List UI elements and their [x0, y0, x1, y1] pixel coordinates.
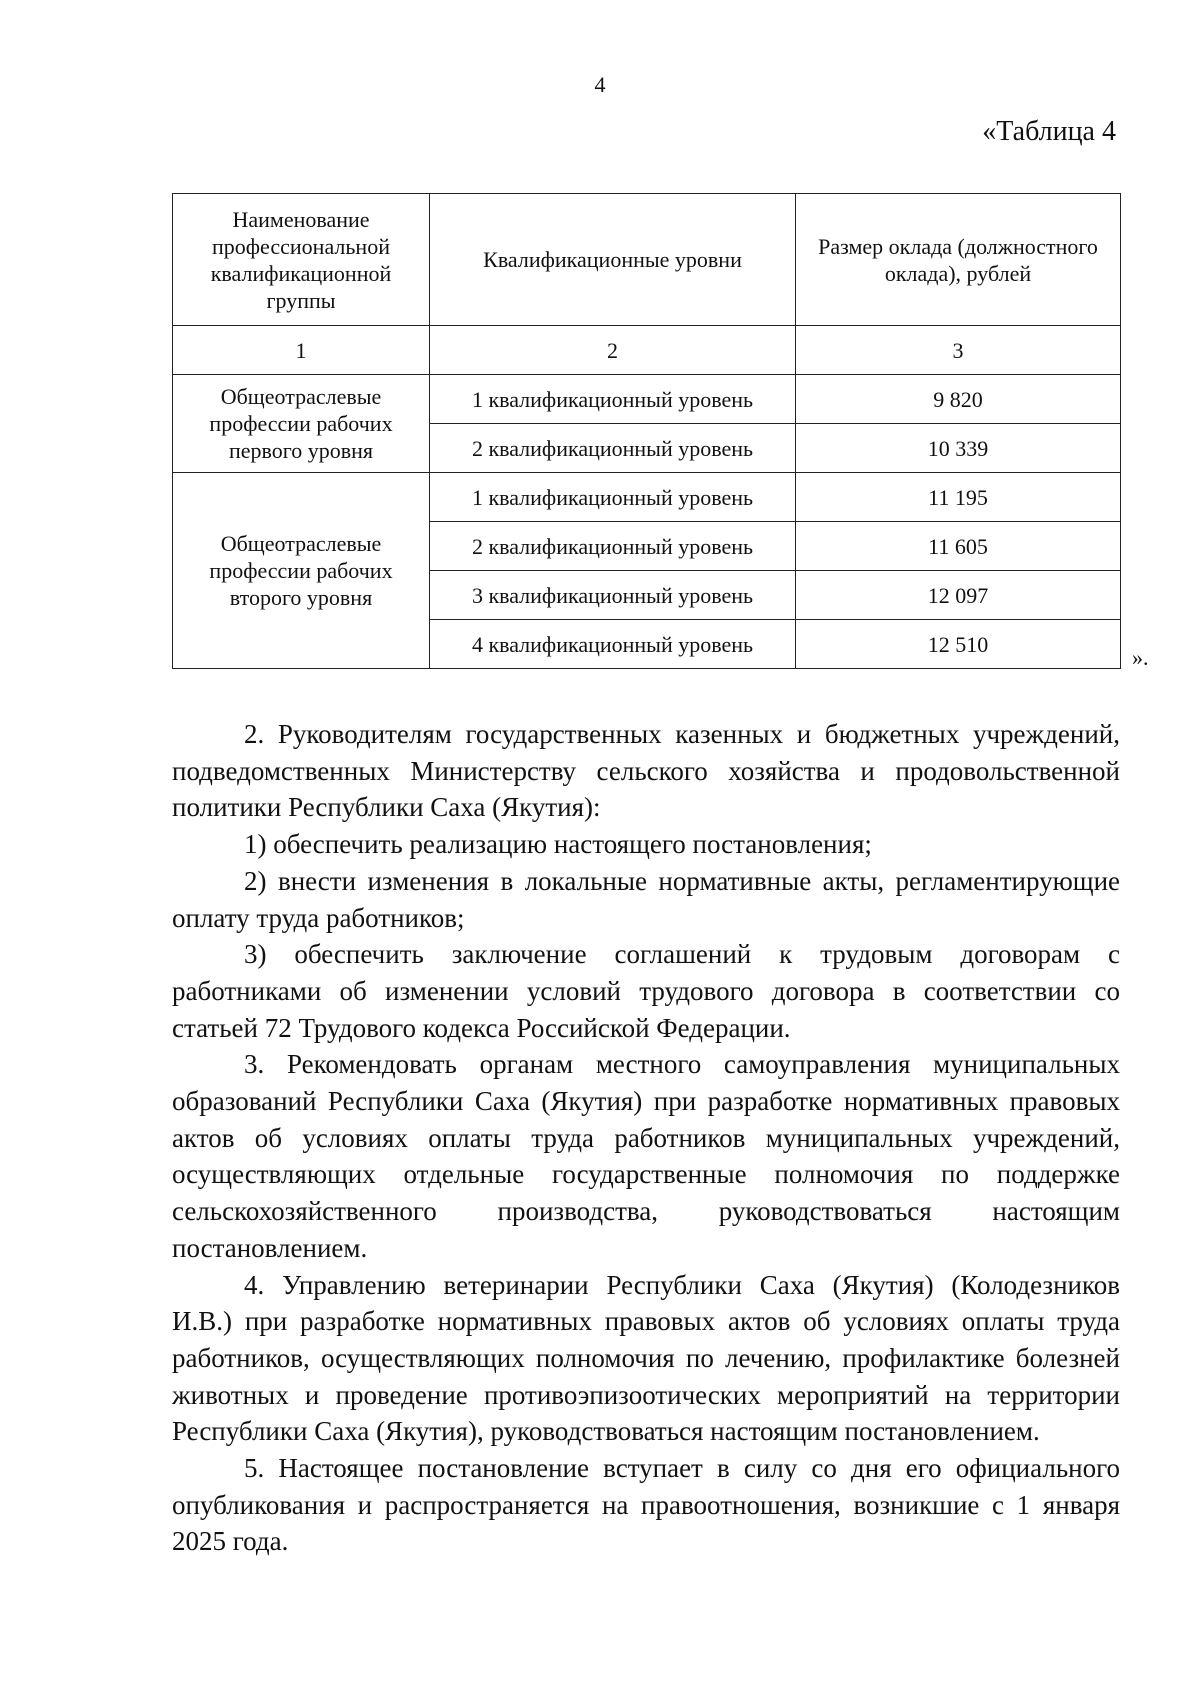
salary-cell: 12 510: [796, 620, 1121, 669]
level-cell: 2 квалификационный уровень: [430, 424, 796, 473]
body-text: [172, 716, 1120, 1560]
salary-cell: 9 820: [796, 375, 1121, 424]
header-levels: Квалификационные уровни: [430, 194, 796, 326]
subitem-2: 2) внести изменения в локальные нормативные акты, регламентирующие оплату труда работников;: [172, 865, 1120, 933]
header-group-name: Наименование профессиональной квалификационной группы: [173, 194, 430, 326]
table-row: [173, 473, 1121, 522]
level-cell: 1 квалификационный уровень: [430, 473, 796, 522]
table-caption: «Таблица 4: [982, 116, 1116, 147]
salary-cell: 10 339: [796, 424, 1121, 473]
subitem-1: 1) обеспечить реализацию настоящего постановления;: [244, 829, 872, 860]
column-number: 2: [430, 326, 796, 375]
level-cell: 2 квалификационный уровень: [430, 522, 796, 571]
salary-cell: 11 195: [796, 473, 1121, 522]
paragraph-item-3: 3. Рекомендовать органам местного самоуправления муниципальных образований Республики Саха (Якутия) при разработке нормативных правовых актов об условиях оплаты труда работников муниципальных учреждений, осуществляющих отдельные государственные полномочия по поддержке сельскохозяйственного производства, руководствоваться настоящим постановлением.: [172, 1049, 1120, 1263]
column-number-row: [173, 326, 1121, 375]
table-closing-quote: ».: [1132, 645, 1149, 670]
paragraph-item-2: 2. Руководителям государственных казенных и бюджетных учреждений, подведомственных Министерству сельского хозяйства и продовольственной политики Республики Саха (Якутия):: [172, 719, 1120, 823]
subitem-3: 3) обеспечить заключение соглашений к трудовым договорам с работниками об изменении условий трудового договора в соответствии со статьей 72 Трудового кодекса Российской Федерации.: [172, 939, 1120, 1043]
column-number: 3: [796, 326, 1121, 375]
header-salary: Размер оклада (должностного оклада), рублей: [796, 194, 1121, 326]
paragraph-item-4: 4. Управлению ветеринарии Республики Саха (Якутия) (Колодезников И.В.) при разработке нормативных правовых актов об условиях оплаты труда работников, осуществляющих полномочия по лечению, профилактике болезней животных и проведение противоэпизоотических мероприятий на территории Республики Саха (Якутия), руководствоваться настоящим постановлением.: [172, 1269, 1120, 1447]
table-header-row: [173, 194, 1121, 326]
salary-cell: 11 605: [796, 522, 1121, 571]
level-cell: 4 квалификационный уровень: [430, 620, 796, 669]
level-cell: 1 квалификационный уровень: [430, 375, 796, 424]
salary-cell: 12 097: [796, 571, 1121, 620]
salary-table: [172, 193, 1121, 669]
group-name-cell: Общеотраслевые профессии рабочих второго уровня: [173, 473, 430, 669]
column-number: 1: [173, 326, 430, 375]
table-row: [173, 375, 1121, 424]
group-name-cell: Общеотраслевые профессии рабочих первого уровня: [173, 375, 430, 473]
salary-table-container: [172, 193, 1120, 669]
page-number: 4: [594, 72, 606, 97]
paragraph-item-5: 5. Настоящее постановление вступает в силу со дня его официального опубликования и распространяется на правоотношения, возникшие с 1 января 2025 года.: [172, 1453, 1120, 1557]
level-cell: 3 квалификационный уровень: [430, 571, 796, 620]
